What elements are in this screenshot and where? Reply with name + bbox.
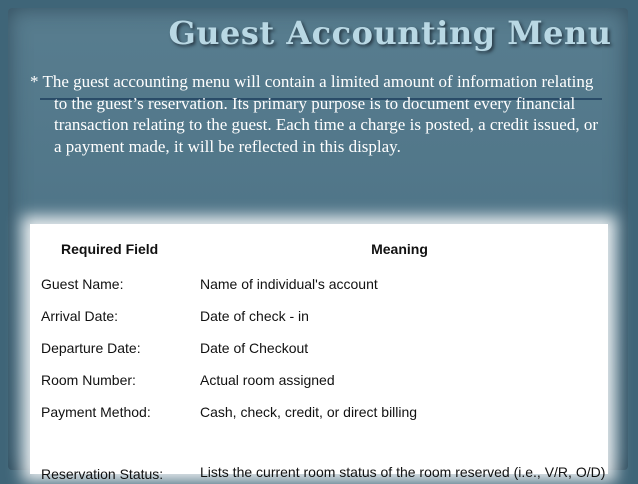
fields-table — [36, 230, 606, 484]
field-cell: Guest Name: — [41, 276, 124, 292]
header-meaning: Meaning — [371, 241, 428, 257]
slide-title: Guest Accounting Menu — [168, 14, 612, 52]
table-row — [36, 364, 606, 396]
field-cell: Arrival Date: — [41, 308, 119, 324]
table-row — [36, 268, 606, 300]
meaning-cell: Cash, check, credit, or direct billing — [200, 404, 418, 420]
table-header-row — [36, 230, 606, 268]
table-row — [36, 300, 606, 332]
meaning-cell: Name of individual's account — [200, 276, 378, 292]
table-row — [36, 428, 606, 484]
slide-body — [30, 71, 605, 157]
field-cell: Reservation Status: — [41, 466, 164, 482]
table-row — [36, 332, 606, 364]
field-cell: Room Number: — [41, 372, 136, 388]
body-paragraph: * The guest accounting menu will contain a limited amount of information relating to the guest’s reservation. Its primary purpose is to document every financial transaction relating to the guest. Each time a charge is posted, a credit issued, or a payment made, it will be reflected in this display. — [30, 72, 598, 156]
meaning-cell: Date of Checkout — [200, 340, 309, 356]
field-cell: Payment Method: — [41, 404, 151, 420]
meaning-cell: Lists the current room status of the room reserved (i.e., V/R, O/D) — [200, 464, 606, 480]
header-required-field: Required Field — [61, 241, 159, 257]
table-row — [36, 396, 606, 428]
field-cell: Departure Date: — [41, 340, 141, 356]
meaning-cell: Date of check - in — [200, 308, 309, 324]
meaning-cell: Actual room assigned — [200, 372, 335, 388]
